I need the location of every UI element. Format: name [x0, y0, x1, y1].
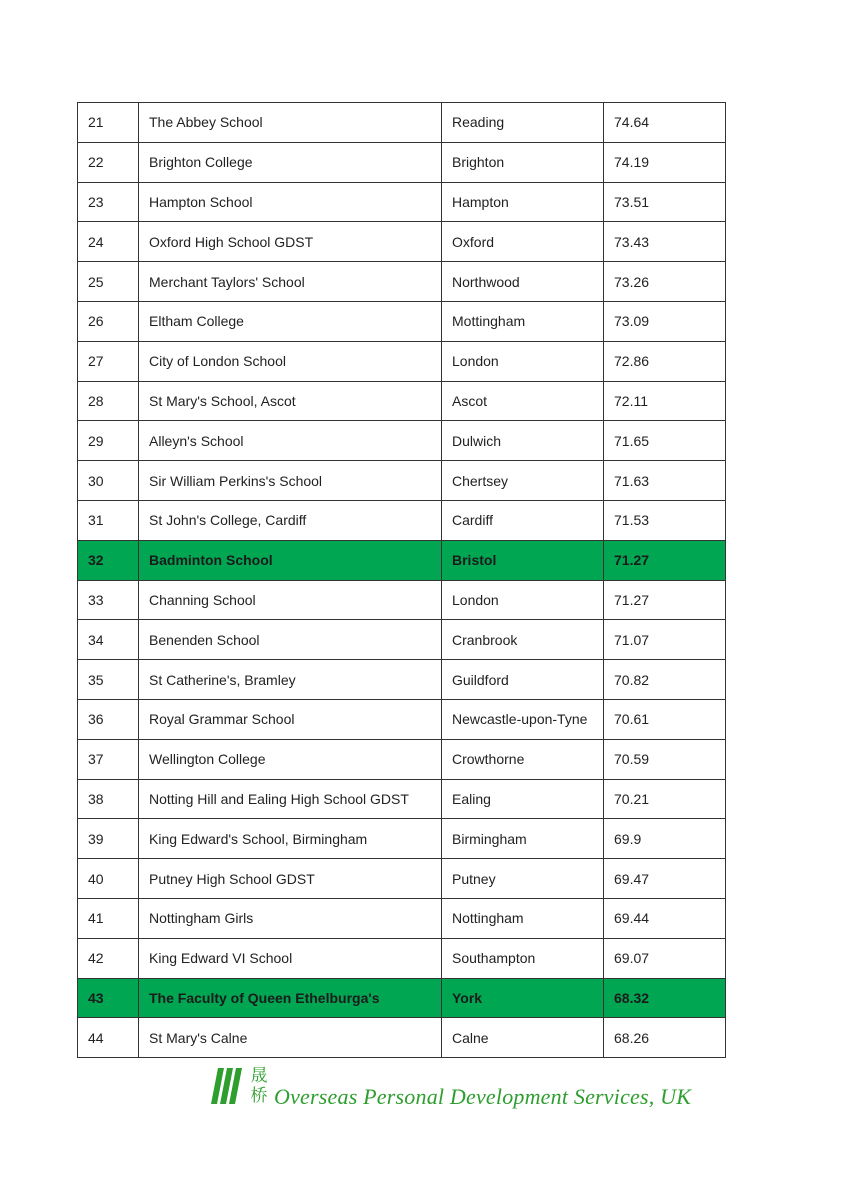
score-cell: 73.26 [604, 262, 726, 302]
location-cell: York [442, 978, 604, 1018]
school-name-cell: Oxford High School GDST [139, 222, 442, 262]
school-name-cell: Wellington College [139, 739, 442, 779]
company-name: Overseas Personal Development Services, UK [274, 1084, 692, 1109]
rank-cell: 32 [78, 540, 139, 580]
rank-cell: 22 [78, 142, 139, 182]
school-name-cell: Benenden School [139, 620, 442, 660]
score-cell: 70.59 [604, 739, 726, 779]
table-row [78, 381, 726, 421]
table-row [78, 421, 726, 461]
rank-cell: 41 [78, 898, 139, 938]
score-cell: 69.47 [604, 859, 726, 899]
logo-cn-top: 晟 [250, 1066, 268, 1086]
score-cell: 69.07 [604, 938, 726, 978]
location-cell: Oxford [442, 222, 604, 262]
table-row [78, 142, 726, 182]
table-row [78, 1018, 726, 1058]
school-name-cell: Brighton College [139, 142, 442, 182]
score-cell: 73.51 [604, 182, 726, 222]
school-name-cell: The Faculty of Queen Ethelburga's [139, 978, 442, 1018]
location-cell: Crowthorne [442, 739, 604, 779]
logo-cn-bottom: 桥 [250, 1086, 268, 1106]
score-cell: 70.21 [604, 779, 726, 819]
rank-cell: 25 [78, 262, 139, 302]
location-cell: Ascot [442, 381, 604, 421]
rank-cell: 40 [78, 859, 139, 899]
table-row [78, 938, 726, 978]
table-row [78, 739, 726, 779]
table-row [78, 819, 726, 859]
rank-cell: 23 [78, 182, 139, 222]
score-cell: 69.9 [604, 819, 726, 859]
score-cell: 69.44 [604, 898, 726, 938]
green-stripes-logo-icon [210, 1066, 246, 1106]
location-cell: Hampton [442, 182, 604, 222]
table-row [78, 620, 726, 660]
table-row-highlighted [78, 978, 726, 1018]
table-row [78, 859, 726, 899]
location-cell: Northwood [442, 262, 604, 302]
rank-cell: 28 [78, 381, 139, 421]
location-cell: Putney [442, 859, 604, 899]
rank-cell: 37 [78, 739, 139, 779]
school-name-cell: King Edward's School, Birmingham [139, 819, 442, 859]
table-row [78, 898, 726, 938]
rank-cell: 21 [78, 103, 139, 143]
rank-cell: 35 [78, 660, 139, 700]
score-cell: 73.09 [604, 301, 726, 341]
rankings-table-body [78, 103, 726, 1058]
table-row [78, 660, 726, 700]
score-cell: 74.19 [604, 142, 726, 182]
table-row [78, 222, 726, 262]
table-row [78, 580, 726, 620]
location-cell: Reading [442, 103, 604, 143]
table-row [78, 182, 726, 222]
location-cell: Mottingham [442, 301, 604, 341]
location-cell: Calne [442, 1018, 604, 1058]
score-cell: 74.64 [604, 103, 726, 143]
school-name-cell: Alleyn's School [139, 421, 442, 461]
location-cell: Southampton [442, 938, 604, 978]
school-name-cell: City of London School [139, 341, 442, 381]
rank-cell: 33 [78, 580, 139, 620]
location-cell: Bristol [442, 540, 604, 580]
table-row [78, 500, 726, 540]
rank-cell: 27 [78, 341, 139, 381]
location-cell: Brighton [442, 142, 604, 182]
rank-cell: 31 [78, 500, 139, 540]
school-name-cell: Putney High School GDST [139, 859, 442, 899]
school-name-cell: Badminton School [139, 540, 442, 580]
score-cell: 71.27 [604, 580, 726, 620]
location-cell: London [442, 341, 604, 381]
location-cell: Newcastle-upon-Tyne [442, 699, 604, 739]
school-name-cell: St Mary's School, Ascot [139, 381, 442, 421]
score-cell: 72.86 [604, 341, 726, 381]
score-cell: 71.53 [604, 500, 726, 540]
score-cell: 71.65 [604, 421, 726, 461]
school-name-cell: Sir William Perkins's School [139, 461, 442, 501]
footer-logo [210, 1066, 692, 1116]
school-name-cell: The Abbey School [139, 103, 442, 143]
rank-cell: 29 [78, 421, 139, 461]
table-row [78, 103, 726, 143]
score-cell: 73.43 [604, 222, 726, 262]
score-cell: 71.07 [604, 620, 726, 660]
score-cell: 70.82 [604, 660, 726, 700]
rank-cell: 24 [78, 222, 139, 262]
school-name-cell: Merchant Taylors' School [139, 262, 442, 302]
rank-cell: 30 [78, 461, 139, 501]
logo-chinese-characters [248, 1066, 270, 1106]
school-name-cell: Eltham College [139, 301, 442, 341]
table-row [78, 262, 726, 302]
table-row-highlighted [78, 540, 726, 580]
school-name-cell: Notting Hill and Ealing High School GDST [139, 779, 442, 819]
table-row [78, 699, 726, 739]
rank-cell: 43 [78, 978, 139, 1018]
score-cell: 68.26 [604, 1018, 726, 1058]
table-row [78, 301, 726, 341]
score-cell: 71.63 [604, 461, 726, 501]
table-row [78, 461, 726, 501]
rank-cell: 39 [78, 819, 139, 859]
score-cell: 70.61 [604, 699, 726, 739]
score-cell: 71.27 [604, 540, 726, 580]
score-cell: 72.11 [604, 381, 726, 421]
location-cell: London [442, 580, 604, 620]
location-cell: Nottingham [442, 898, 604, 938]
location-cell: Guildford [442, 660, 604, 700]
rankings-table [77, 102, 726, 1058]
school-name-cell: Royal Grammar School [139, 699, 442, 739]
rank-cell: 36 [78, 699, 139, 739]
location-cell: Birmingham [442, 819, 604, 859]
location-cell: Cardiff [442, 500, 604, 540]
school-name-cell: St Mary's Calne [139, 1018, 442, 1058]
school-name-cell: Channing School [139, 580, 442, 620]
school-name-cell: St John's College, Cardiff [139, 500, 442, 540]
rank-cell: 42 [78, 938, 139, 978]
school-name-cell: Hampton School [139, 182, 442, 222]
location-cell: Dulwich [442, 421, 604, 461]
table-row [78, 341, 726, 381]
rank-cell: 34 [78, 620, 139, 660]
score-cell: 68.32 [604, 978, 726, 1018]
location-cell: Cranbrook [442, 620, 604, 660]
rank-cell: 38 [78, 779, 139, 819]
school-name-cell: St Catherine's, Bramley [139, 660, 442, 700]
school-name-cell: King Edward VI School [139, 938, 442, 978]
rank-cell: 44 [78, 1018, 139, 1058]
location-cell: Chertsey [442, 461, 604, 501]
table-row [78, 779, 726, 819]
school-name-cell: Nottingham Girls [139, 898, 442, 938]
rank-cell: 26 [78, 301, 139, 341]
location-cell: Ealing [442, 779, 604, 819]
